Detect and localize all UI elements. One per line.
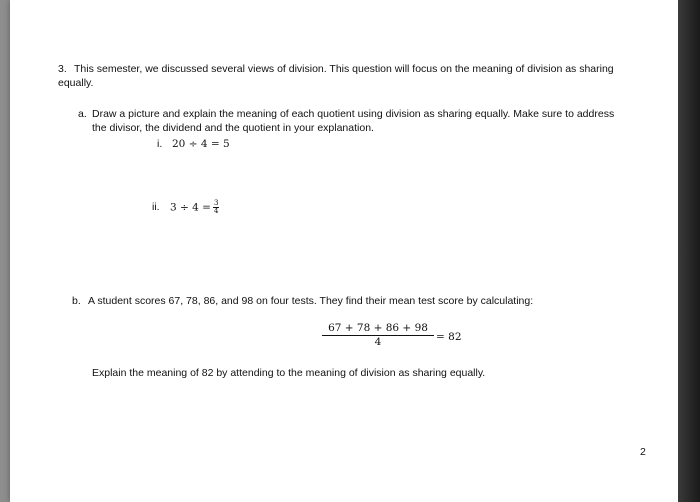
item-ii-fraction	[213, 200, 219, 215]
question-number: 3.	[58, 63, 67, 75]
item-ii-frac-numerator: 3	[213, 199, 219, 207]
part-b-explain: Explain the meaning of 82 by attending to the meaning of division as sharing equally.	[92, 367, 486, 379]
part-a-line1: Draw a picture and explain the meaning of each quotient using division as sharing equally. Make sure to address	[92, 108, 615, 120]
item-ii-expression	[170, 200, 219, 216]
mean-frac-denominator: 4	[374, 336, 382, 348]
page-number: 2	[640, 446, 646, 458]
item-i-label: i.	[157, 138, 163, 150]
part-a-label: a.	[78, 108, 87, 120]
mean-frac-numerator: 67 + 78 + 86 + 98	[328, 322, 428, 334]
mean-result: = 82	[436, 331, 462, 343]
item-ii-label: ii.	[152, 201, 160, 213]
background-edge	[678, 0, 700, 502]
question-text-line2: equally.	[58, 77, 94, 89]
item-ii-frac-denominator: 4	[213, 207, 219, 215]
part-a-line2: the divisor, the dividend and the quotient in your explanation.	[92, 122, 374, 134]
item-i-expression: 20 ÷ 4 = 5	[172, 138, 230, 150]
item-ii-expr-text: 3 ÷ 4 =	[170, 201, 211, 214]
part-b-line1: A student scores 67, 78, 86, and 98 on four tests. They find their mean test score by calculating:	[88, 295, 534, 307]
worksheet-page	[10, 0, 678, 502]
mean-fraction	[322, 322, 434, 349]
part-b-label: b.	[72, 295, 81, 307]
question-text-line1: This semester, we discussed several views of division. This question will focus on the meaning of division as sharing	[74, 63, 614, 75]
